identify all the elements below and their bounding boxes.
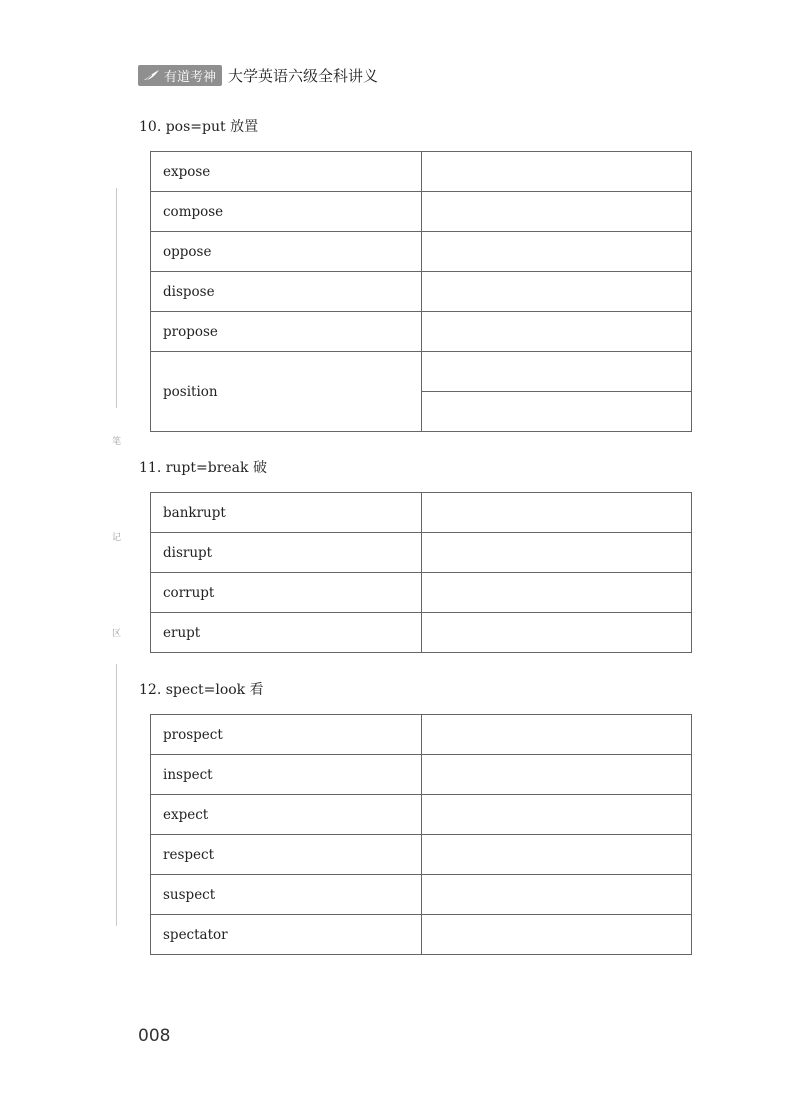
vocab-table-pos [150, 151, 692, 432]
word-cell: compose [151, 192, 422, 232]
table-row [151, 755, 692, 795]
word-cell: prospect [151, 715, 422, 755]
word-cell: suspect [151, 875, 422, 915]
word-cell: expose [151, 152, 422, 192]
answer-cell[interactable] [422, 613, 692, 653]
word-cell: disrupt [151, 533, 422, 573]
brand-badge [138, 65, 222, 86]
note-char-3: 区 [112, 629, 122, 639]
table-row [151, 715, 692, 755]
table-row [151, 192, 692, 232]
word-cell: propose [151, 312, 422, 352]
table-row [151, 152, 692, 192]
word-cell: expect [151, 795, 422, 835]
vocab-table-spect [150, 714, 692, 955]
answer-cell[interactable] [422, 533, 692, 573]
answer-cell[interactable] [422, 915, 692, 955]
answer-cell[interactable] [422, 312, 692, 352]
word-cell: erupt [151, 613, 422, 653]
word-cell: dispose [151, 272, 422, 312]
table-row [151, 533, 692, 573]
note-margin-line-top [116, 188, 117, 408]
answer-cell[interactable] [422, 392, 692, 432]
feather-logo-icon [143, 68, 161, 82]
word-cell: spectator [151, 915, 422, 955]
table-row [151, 835, 692, 875]
word-cell: inspect [151, 755, 422, 795]
section-title-pos: 10. pos=put 放置 [139, 119, 259, 135]
answer-cell[interactable] [422, 493, 692, 533]
answer-cell[interactable] [422, 272, 692, 312]
table-row [151, 312, 692, 352]
answer-cell[interactable] [422, 875, 692, 915]
answer-cell[interactable] [422, 573, 692, 613]
answer-cell[interactable] [422, 715, 692, 755]
brand-name: 有道考神 [164, 69, 217, 85]
word-cell: oppose [151, 232, 422, 272]
section-title-rupt: 11. rupt=break 破 [139, 460, 267, 476]
table-row [151, 272, 692, 312]
answer-cell[interactable] [422, 755, 692, 795]
answer-cell[interactable] [422, 352, 692, 392]
section-title-spect: 12. spect=look 看 [139, 682, 264, 698]
table-row [151, 613, 692, 653]
table-row [151, 352, 692, 392]
answer-cell[interactable] [422, 835, 692, 875]
table-row [151, 795, 692, 835]
answer-cell[interactable] [422, 795, 692, 835]
note-char-1: 笔 [112, 437, 122, 447]
answer-cell[interactable] [422, 232, 692, 272]
page-header [138, 64, 378, 86]
word-cell: bankrupt [151, 493, 422, 533]
table-row [151, 573, 692, 613]
table-row [151, 232, 692, 272]
answer-cell[interactable] [422, 192, 692, 232]
vocab-table-rupt [150, 492, 692, 653]
word-cell: position [151, 352, 422, 432]
word-cell: respect [151, 835, 422, 875]
table-row [151, 875, 692, 915]
word-cell: corrupt [151, 573, 422, 613]
note-char-2: 记 [112, 533, 122, 543]
answer-cell[interactable] [422, 152, 692, 192]
table-row [151, 915, 692, 955]
book-title: 大学英语六级全科讲义 [228, 66, 379, 85]
table-row [151, 493, 692, 533]
note-margin-line-bottom [116, 664, 117, 926]
page-number: 008 [138, 1026, 171, 1046]
